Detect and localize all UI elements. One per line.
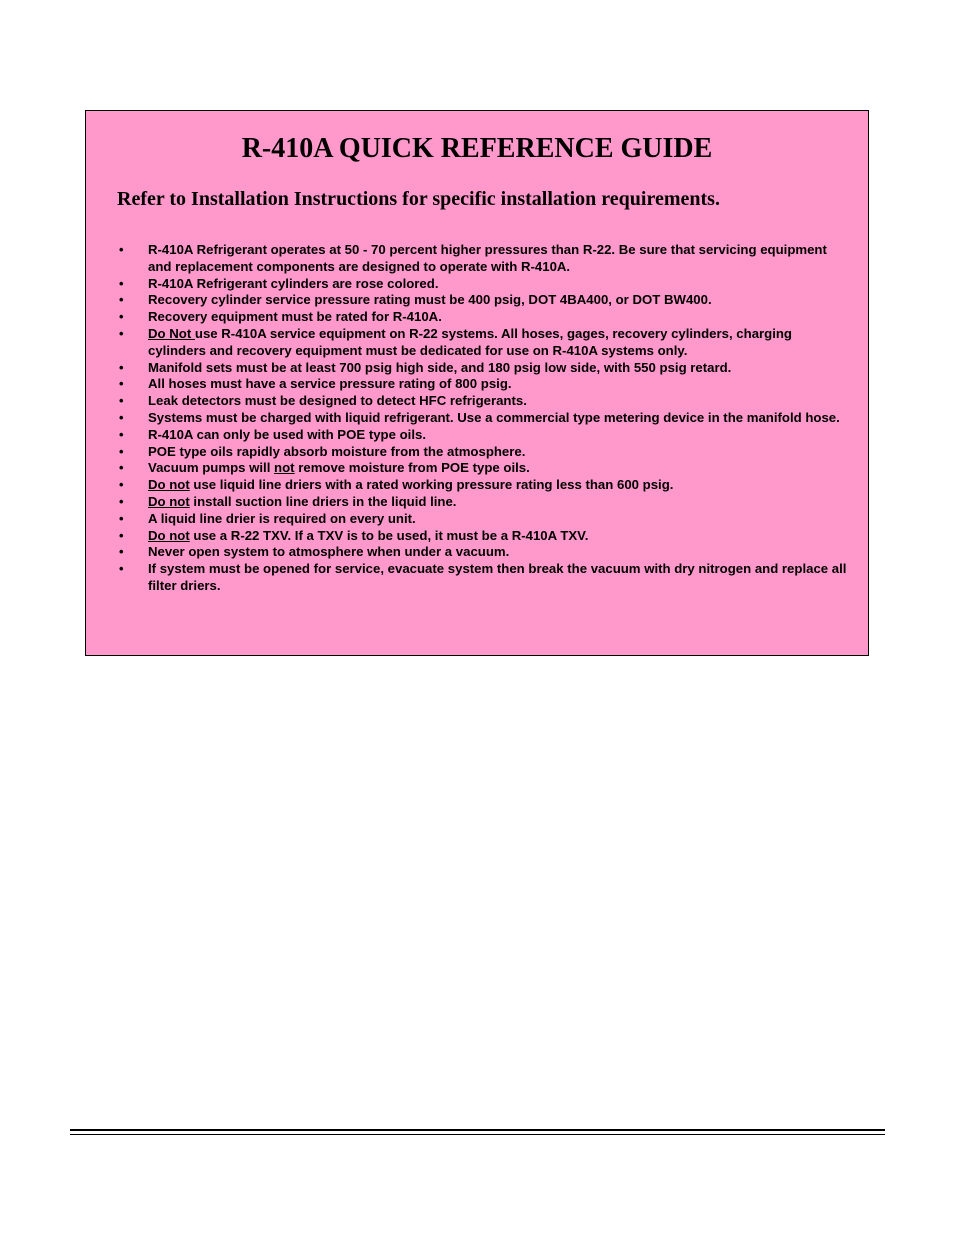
item-text: POE type oils rapidly absorb moisture from the atmosphere. — [148, 443, 526, 459]
item-text: R-410A Refrigerant operates at 50 - 70 percent higher pressures than R-22. Be sure that servicing equipment and replacement components are designed to operate with R-410A. — [148, 242, 827, 274]
item-emphasis: Do not — [148, 477, 190, 493]
item-text: use R-410A service equipment on R-22 systems. All hoses, gages, recovery cylinders, charging cylinders and recovery equipment must be dedicated for use on R-410A systems only. — [148, 325, 792, 358]
list-item — [117, 292, 847, 309]
list-item — [117, 460, 847, 477]
bullet-icon: • — [119, 275, 124, 291]
item-text: remove moisture from POE type oils. — [294, 460, 530, 476]
bullet-icon: • — [119, 443, 124, 459]
item-text: Never open system to atmosphere when under a vacuum. — [148, 544, 510, 560]
item-text: use liquid line driers with a rated working pressure rating less than 600 psig. — [189, 477, 674, 493]
list-item — [117, 326, 847, 360]
list-item — [117, 276, 847, 293]
list-item — [117, 427, 847, 444]
list-item — [117, 242, 847, 276]
list-item — [117, 511, 847, 528]
list-item — [117, 360, 847, 377]
list-item — [117, 528, 847, 545]
item-text: Recovery cylinder service pressure rating must be 400 psig, DOT 4BA400, or DOT BW400. — [148, 292, 712, 308]
bullet-icon: • — [119, 376, 124, 392]
list-item — [117, 494, 847, 511]
bullet-icon: • — [119, 409, 124, 425]
list-item — [117, 561, 847, 595]
bullet-icon: • — [119, 359, 124, 375]
requirements-list — [117, 242, 847, 595]
item-text: A liquid line drier is required on every unit. — [148, 510, 416, 526]
bullet-icon: • — [119, 426, 124, 442]
list-item — [117, 410, 847, 427]
bullet-icon: • — [119, 393, 124, 409]
list-item — [117, 544, 847, 561]
item-text: install suction line driers in the liquid line. — [189, 493, 457, 509]
item-text: use a R-22 TXV. If a TXV is to be used, it must be a R-410A TXV. — [189, 527, 589, 543]
item-emphasis: Do Not — [148, 325, 195, 341]
item-text: R-410A can only be used with POE type oils. — [148, 426, 426, 442]
bullet-icon: • — [119, 493, 124, 509]
bullet-icon: • — [119, 325, 124, 341]
list-item — [117, 444, 847, 461]
item-text: Leak detectors must be designed to detect HFC refrigerants. — [148, 393, 527, 409]
item-prefix: Vacuum pumps will — [148, 460, 275, 476]
bullet-icon: • — [119, 242, 124, 257]
item-text: If system must be opened for service, evacuate system then break the vacuum with dry nitrogen and replace all filter driers. — [148, 561, 847, 593]
item-text: Manifold sets must be at least 700 psig high side, and 180 psig low side, with 550 psig retard. — [148, 359, 732, 375]
item-text: R-410A Refrigerant cylinders are rose colored. — [148, 275, 439, 291]
item-emphasis: not — [274, 460, 295, 476]
bullet-icon: • — [119, 544, 124, 560]
item-text: Recovery equipment must be rated for R-410A. — [148, 309, 442, 325]
item-emphasis: Do not — [148, 527, 190, 543]
footer-divider — [70, 1129, 885, 1131]
bullet-icon: • — [119, 477, 124, 493]
list-item — [117, 393, 847, 410]
bullet-icon: • — [119, 460, 124, 476]
guide-subtitle: Refer to Installation Instructions for specific installation requirements. — [117, 188, 720, 210]
footer-divider-thin — [70, 1134, 885, 1135]
guide-title: R-410A QUICK REFERENCE GUIDE — [241, 133, 713, 164]
item-emphasis: Do not — [148, 493, 190, 509]
bullet-icon: • — [119, 292, 124, 308]
bullet-icon: • — [119, 527, 124, 543]
item-text: Systems must be charged with liquid refrigerant. Use a commercial type metering device in the manifold hose. — [148, 409, 840, 425]
list-item — [117, 477, 847, 494]
bullet-icon: • — [119, 309, 124, 325]
list-item — [117, 309, 847, 326]
bullet-icon: • — [119, 561, 124, 577]
bullet-icon: • — [119, 510, 124, 526]
item-text: All hoses must have a service pressure rating of 800 psig. — [148, 376, 512, 392]
quick-reference-box — [85, 110, 869, 656]
list-item — [117, 376, 847, 393]
